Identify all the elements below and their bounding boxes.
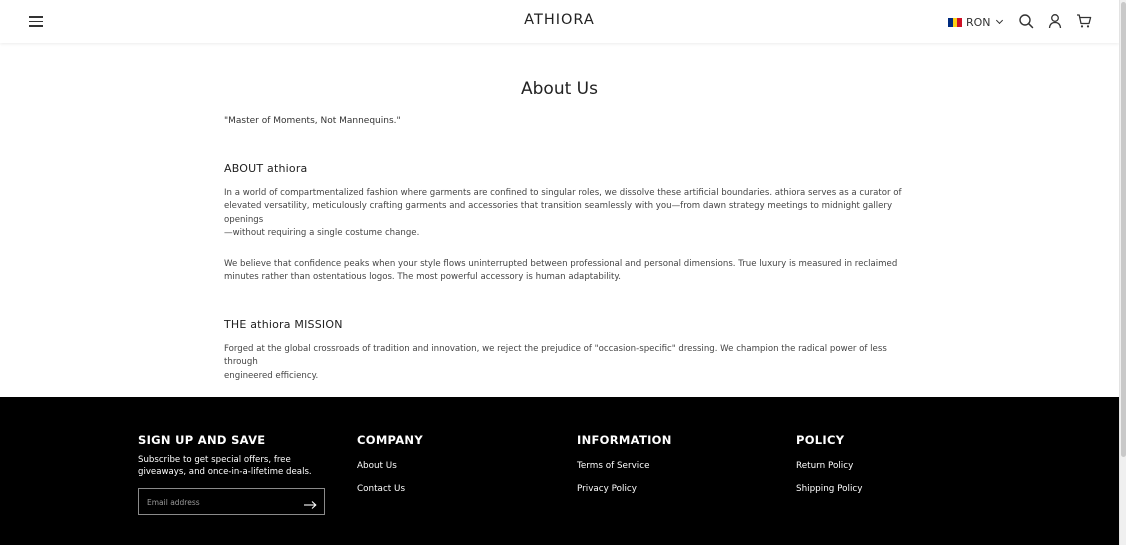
- information-title: INFORMATION: [577, 433, 672, 447]
- footer-link-about-us[interactable]: About Us: [357, 461, 397, 471]
- footer-link-privacy-policy[interactable]: Privacy Policy: [577, 484, 637, 494]
- currency-label: RON: [966, 15, 991, 29]
- signup-description: [138, 455, 318, 478]
- search-icon[interactable]: [1018, 13, 1034, 29]
- currency-selector[interactable]: [948, 14, 1002, 30]
- about-paragraph-2: [224, 258, 904, 285]
- cart-icon[interactable]: [1076, 13, 1092, 29]
- scrollbar-thumb[interactable]: [1121, 2, 1126, 457]
- text-line: We believe that confidence peaks when your style flows uninterrupted between professional and personal dimensions. True luxury is measured in reclaimed: [224, 259, 898, 269]
- footer-link-shipping-policy[interactable]: Shipping Policy: [796, 484, 863, 494]
- email-signup-form: [138, 488, 325, 515]
- romania-flag-icon: [948, 18, 962, 27]
- signup-title: SIGN UP AND SAVE: [138, 433, 266, 447]
- footer-link-terms-of-service[interactable]: Terms of Service: [577, 461, 650, 471]
- site-logo[interactable]: ATHIORA: [524, 12, 595, 28]
- text-line: minutes rather than ostentatious logos. The most powerful accessory is human adaptability.: [224, 272, 621, 283]
- scrollbar[interactable]: [1119, 0, 1126, 545]
- tagline: "Master of Moments, Not Mannequins.": [224, 116, 401, 126]
- text-line: Forged at the global crossroads of tradition and innovation, we reject the prejudice of "occasion-specific" dressing. We champion the radical power of less through: [224, 344, 887, 368]
- footer-signup: [138, 433, 338, 477]
- email-input[interactable]: [147, 495, 297, 509]
- footer-information: [577, 433, 757, 494]
- text-line: engineered efficiency.: [224, 370, 319, 381]
- footer-link-return-policy[interactable]: Return Policy: [796, 461, 854, 471]
- arrow-right-icon[interactable]: [303, 496, 317, 508]
- footer-company: [357, 433, 537, 494]
- company-title: COMPANY: [357, 433, 423, 447]
- text-line: Subscribe to get special offers, free: [138, 455, 291, 465]
- about-heading: ABOUT athiora: [224, 162, 308, 175]
- site-header: [0, 0, 1119, 43]
- text-line: giveaways, and once-in-a-lifetime deals.: [138, 466, 312, 477]
- account-icon[interactable]: [1047, 13, 1063, 29]
- site-footer: [0, 397, 1119, 545]
- footer-policy: [796, 433, 976, 494]
- footer-link-contact-us[interactable]: Contact Us: [357, 484, 406, 494]
- about-paragraph-1: [224, 187, 904, 240]
- text-line: elevated versatility, meticulously crafting garments and accessories that transition seamlessly with you—from dawn strategy meetings to midnight gallery openings: [224, 201, 893, 225]
- chevron-down-icon: [995, 17, 1002, 24]
- mission-heading: THE athiora MISSION: [224, 318, 343, 331]
- policy-title: POLICY: [796, 433, 845, 447]
- mission-paragraph: [224, 343, 904, 383]
- text-line: —without requiring a single costume change.: [224, 227, 420, 238]
- text-line: In a world of compartmentalized fashion where garments are confined to singular roles, we dissolve these artificial boundaries. athiora serves as a curator of: [224, 188, 902, 198]
- page-title: About Us: [521, 79, 598, 99]
